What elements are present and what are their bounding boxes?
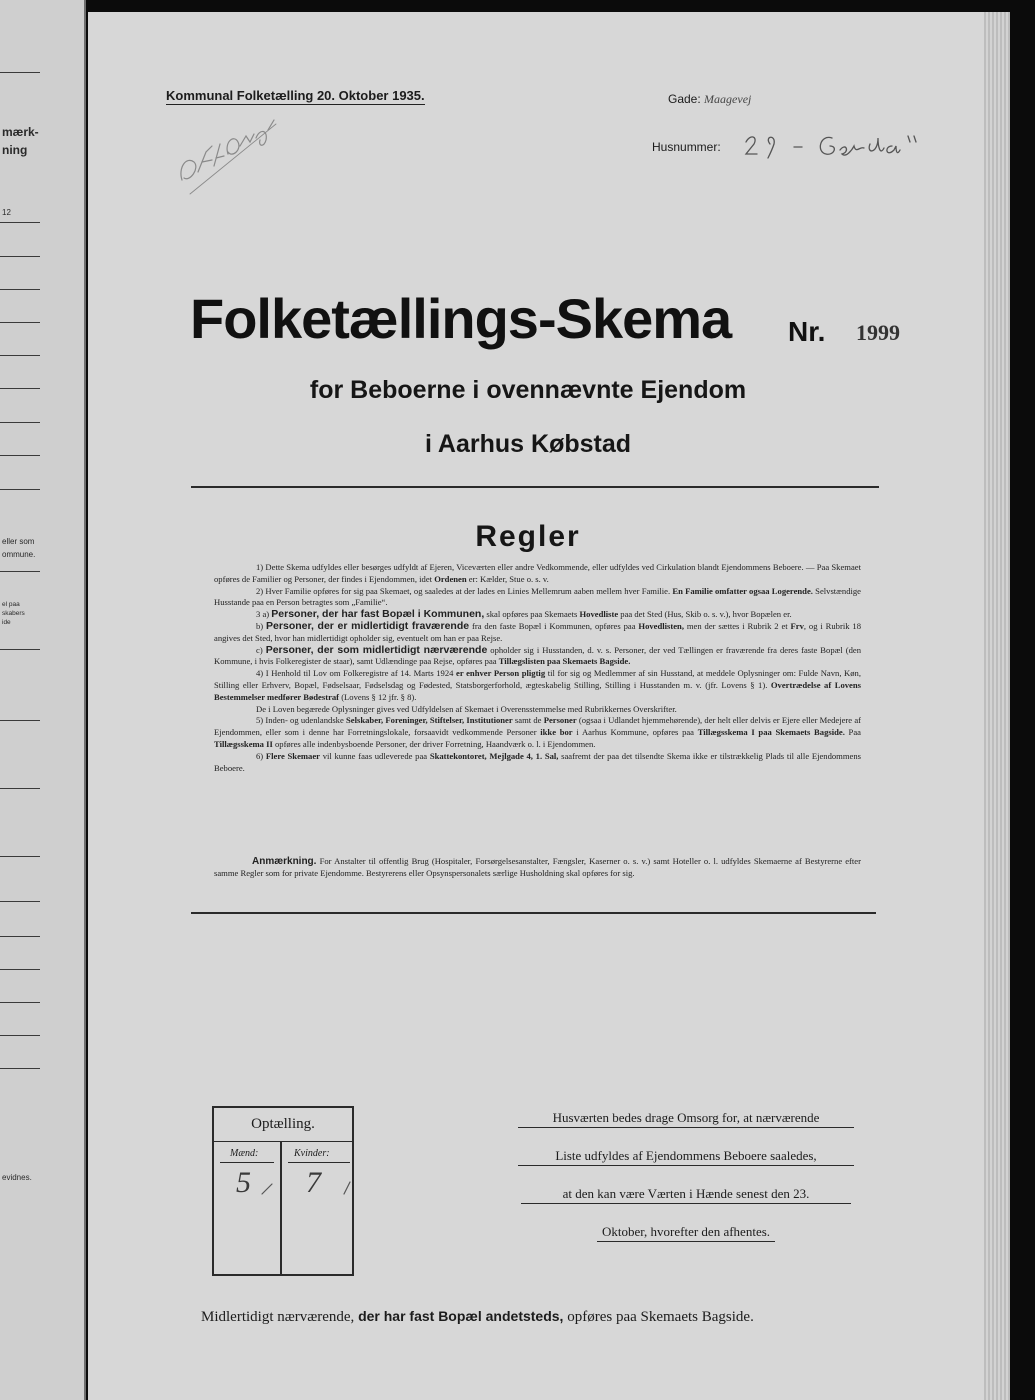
landlord-instruction: [516, 1110, 856, 1262]
rule-3a: 3 a) Personer, der har fast Bopæl i Kommunen, skal opføres paa Skemaets Hovedliste paa det Sted (Hus, Skib o. s. v.), hvor Bopælen er.: [256, 608, 792, 621]
men-rule: [220, 1162, 274, 1163]
annotation-note: [214, 856, 861, 880]
tally-caption: Optælling.: [214, 1108, 352, 1142]
house-number-label: Husnummer:: [652, 140, 721, 154]
left-rule: [0, 388, 40, 389]
men-label: Mænd:: [230, 1148, 259, 1159]
rule-5: 5) Inden- og udenlandske Selskaber, Foreninger, Stiftelser, Institutioner samt de Personer (ogsaa i Udlandet hjemmehørende), der helt eller delvis er Ejere eller Medejere af Ejendommen, eller som i denne har Forretningslokale, forsaavidt vedkommende Personer ikke bor i Aarhus Kommune, opføres paa Tillægsskema I paa Skemaets Bagside. Paa Tillægsskema II opføres alle indenbysboende Personer, der driver Forretning, Haandværk o. l. i Ejendommen.: [214, 715, 862, 749]
instruction-line-1: Husværten bedes drage Omsorg for, at nærværende: [518, 1110, 854, 1128]
rule-3b: b) Personer, der er midlertidigt fraværende fra den faste Bopæl i Kommunen, opføres paa Hovedlisten, men der sættes i Rubrik 2 et Frv, og i Rubrik 18 angives det Sted, hvor han midlertidigt opholder sig, eventuelt om han er paa Rejse.: [214, 619, 861, 643]
divider-line: [191, 486, 879, 488]
left-fragment: el paa: [2, 601, 20, 608]
annotation-label: Anmærkning.: [252, 856, 317, 867]
street-field: [668, 92, 751, 107]
left-rule: [0, 969, 40, 970]
left-rule: [0, 936, 40, 937]
left-rule: [0, 901, 40, 902]
divider-line: [191, 912, 876, 914]
left-fragment: ommune.: [2, 550, 36, 559]
tally-check-marks: [258, 1172, 358, 1202]
left-rule: [0, 720, 40, 721]
left-rule: [0, 355, 40, 356]
census-form-sheet: [88, 12, 1010, 1400]
left-rule: [0, 571, 40, 572]
left-rule: [0, 1068, 40, 1069]
left-rule: [0, 856, 40, 857]
left-rule: [0, 72, 40, 73]
rule-1: 1) Dette Skema udfyldes eller besørges udfyldt af Ejeren, Viceværten eller andre Vedkommende, eller udfyldes ved Cirkulation blandt Ejendommens Beboere. — Paa Skemaet opføres de Familier og Personer, der findes i Ejendommen, idet Ordenen er: Kælder, Stue o. s. v.: [214, 562, 861, 584]
tally-divider: [280, 1142, 282, 1276]
house-number-field: [652, 140, 721, 154]
left-rule: [0, 455, 40, 456]
form-number-value: 1999: [856, 320, 900, 345]
tally-box: [212, 1106, 354, 1276]
instruction-line-2: Liste udfyldes af Ejendommens Beboere saaledes,: [518, 1148, 854, 1166]
left-rule: [0, 289, 40, 290]
rule-2: 2) Hver Familie opføres for sig paa Skemaet, og saaledes at der lades en Linies Mellemrum aaben mellem hver Familie. En Familie omfatter ogsaa Logerende. Selvstændige Husstande paa en Person betragtes som „Familie“.: [214, 585, 862, 608]
left-rule: [0, 256, 40, 257]
rule-3c: c) Personer, der som midlertidigt nærværende opholder sig i Husstanden, d. v. s. Personer, der ved Tællingen er fraværende fra deres faste Bopæl (den Kommune, i hvis Folkeregister de staar), samt Udlændinge paa Rejse, opføres paa Tillægslisten paa Skemaets Bagside.: [214, 643, 861, 667]
women-label: Kvinder:: [294, 1148, 330, 1159]
women-count: 7: [306, 1166, 321, 1199]
left-fragment: mærk-: [2, 125, 39, 139]
left-fragment: ide: [2, 619, 11, 626]
men-count: 5: [236, 1166, 251, 1199]
instruction-line-4: Oktober, hvorefter den afhentes.: [597, 1224, 775, 1242]
rules-heading: Regler: [475, 520, 581, 553]
form-subtitle-2: i Aarhus Købstad: [424, 430, 632, 458]
rule-6: 6) Flere Skemaer vil kunne faas udleverede paa Skattekontoret, Mejlgade 4, 1. Sal, saafremt der paa det tilsendte Skema ikke er tilstrækkelig Plads til alle Ejendommens Beboere.: [214, 750, 862, 773]
adjacent-page-strip: [0, 0, 86, 1400]
instruction-line-3: at den kan være Værten i Hænde senest den 23.: [521, 1186, 851, 1204]
left-rule: [0, 649, 40, 650]
rule-4-note: De i Loven begærede Oplysninger gives ved Udfyldelsen af Skemaet i Overensstemmelse med Rubrikkernes Overskrifter.: [256, 703, 677, 714]
left-fragment: eller som: [2, 537, 35, 546]
left-fragment: evidnes.: [2, 1173, 32, 1182]
street-value: Maagevej: [704, 92, 752, 106]
form-number-label: Nr.: [788, 316, 826, 347]
left-rule: [0, 788, 40, 789]
form-main-title: Folketællings-Skema: [190, 287, 732, 350]
form-subtitle-1: for Beboerne i ovennævnte Ejendom: [309, 376, 747, 404]
street-label: Gade:: [668, 92, 701, 106]
rule-4: 4) I Henhold til Lov om Folkeregistre af 14. Marts 1924 er enhver Person pligtig til for sig og Medlemmer af sin Husstand, at meddele Oplysninger om: Fulde Navn, Køn, Stilling eller Erhverv, Bopæl, Fødselsaar, Fødselsdag og Fødested, Statsborgerforhold, ægteskabelig Stilling, Stilling i Husstanden m. v. (jfr. Lovens § 1). Overtrædelse af Lovens Bestemmelser medfører Bødestraf (Lovens § 12 jfr. § 8).: [214, 668, 861, 702]
handwritten-house-number: [742, 132, 932, 164]
footer-note: Midlertidigt nærværende, der har fast Bopæl andetsteds, opføres paa Skemaets Bagside.: [201, 1308, 754, 1325]
left-fragment: 12: [2, 208, 11, 217]
rules-section: [214, 562, 861, 774]
left-rule: [0, 489, 40, 490]
left-fragment: ning: [2, 143, 28, 157]
left-rule: [0, 222, 40, 223]
handwritten-margin-note: [172, 116, 282, 198]
annotation-text: For Anstalter til offentlig Brug (Hospitaler, Forsørgelsesanstalter, Fængsler, Kaserner o. s. v.) samt Hoteller o. l. udfyldes Skemaerne af Bestyrerne efter samme Regler som for private Ejendomme. Bestyrerens eller Opsynspersonalets særlige Husholdning skal opføres for sig.: [214, 856, 861, 878]
census-title: Kommunal Folketælling 20. Oktober 1935.: [166, 88, 425, 103]
left-rule: [0, 422, 40, 423]
left-rule: [0, 1035, 40, 1036]
left-fragment: skabers: [2, 610, 25, 617]
left-rule: [0, 322, 40, 323]
left-rule: [0, 1002, 40, 1003]
women-rule: [288, 1162, 350, 1163]
